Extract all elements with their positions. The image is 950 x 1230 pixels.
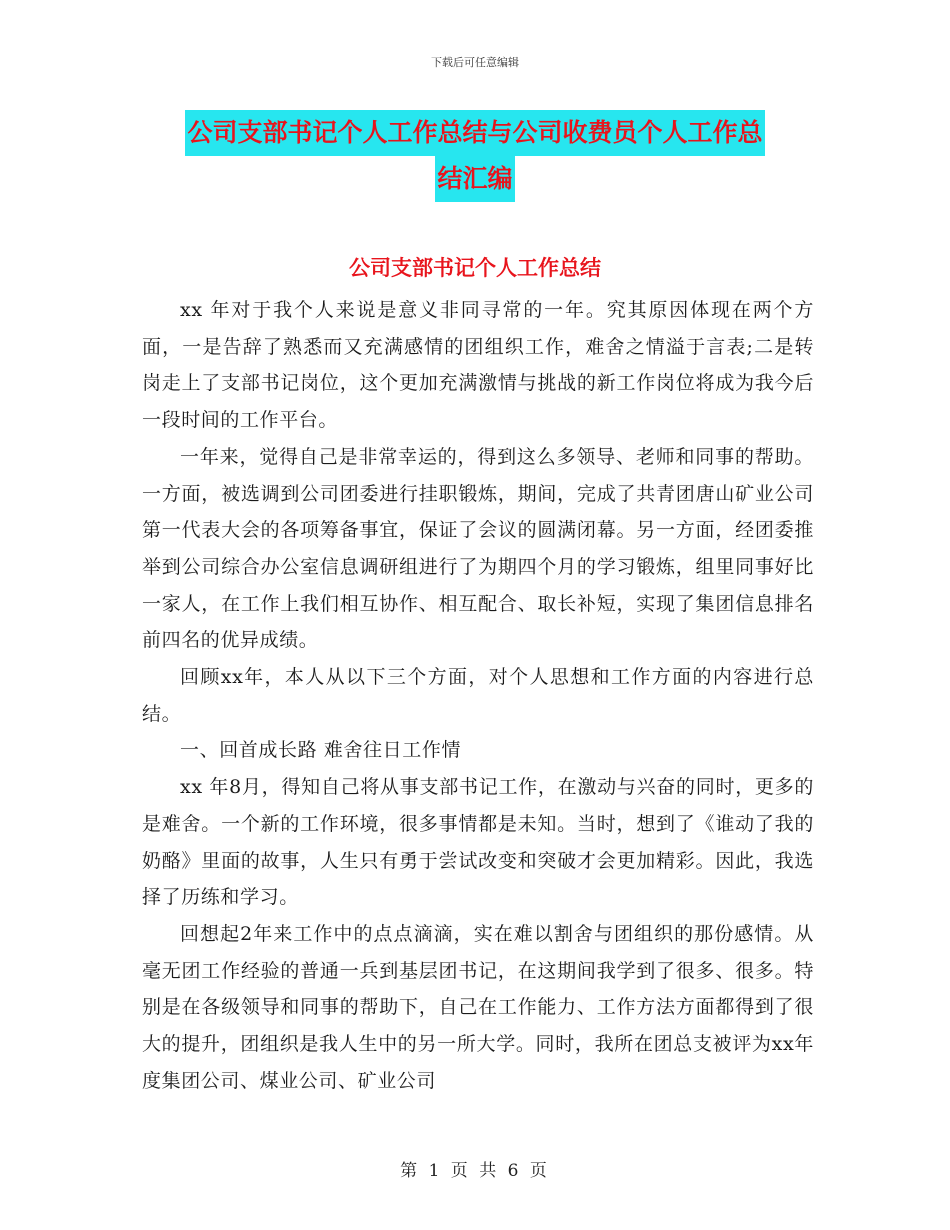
paragraph-3: 回顾xx年，本人从以下三个方面，对个人思想和工作方面的内容进行总结。	[142, 666, 814, 725]
paragraph-4: xx 年8月，得知自己将从事支部书记工作，在激动与兴奋的同时，更多的是难舍。一个新的工作环境，很多事情都是未知。当时，想到了《谁动了我的奶酪》里面的故事，人生只有勇于尝试改变和突破才会更加精彩。因此，我选择了历练和学习。	[142, 776, 814, 909]
document-title-line-1: 公司支部书记个人工作总结与公司收费员个人工作总	[185, 110, 764, 156]
page-footer: 第 1 页 共 6 页	[400, 1161, 550, 1181]
paragraph-1: xx 年对于我个人来说是意义非同寻常的一年。究其原因体现在两个方面，一是告辞了熟悉而又充满感情的团组织工作，难舍之情溢于言表;二是转岗走上了支部书记岗位，这个更加充满激情与挑战的新工作岗位将成为我今后一段时间的工作平台。	[142, 299, 814, 432]
paragraph-2: 一年来，觉得自己是非常幸运的，得到这么多领导、老师和同事的帮助。一方面，被选调到公司团委进行挂职锻炼，期间，完成了共青团唐山矿业公司第一代表大会的各项筹备事宜，保证了会议的圆满闭幕。另一方面，经团委推举到公司综合办公室信息调研组进行了为期四个月的学习锻炼，组里同事好比一家人，在工作上我们相互协作、相互配合、取长补短，实现了集团信息排名前四名的优异成绩。	[142, 445, 814, 652]
document-body	[142, 292, 814, 1099]
document-title	[0, 110, 950, 202]
subheading-1: 一、回首成长路 难舍往日工作情	[180, 739, 462, 762]
document-title-line-2: 结汇编	[435, 156, 514, 202]
header-note: 下载后可任意编辑	[431, 56, 519, 69]
paragraph-5: 回想起2年来工作中的点点滴滴，实在难以割舍与团组织的那份感情。从毫无团工作经验的普通一兵到基层团书记，在这期间我学到了很多、很多。特别是在各级领导和同事的帮助下，自己在工作能力、工作方法方面都得到了很大的提升，团组织是我人生中的另一所大学。同时，我所在团总支被评为xx年度集团公司、煤业公司、矿业公司	[142, 922, 814, 1092]
section-title: 公司支部书记个人工作总结	[349, 256, 601, 280]
